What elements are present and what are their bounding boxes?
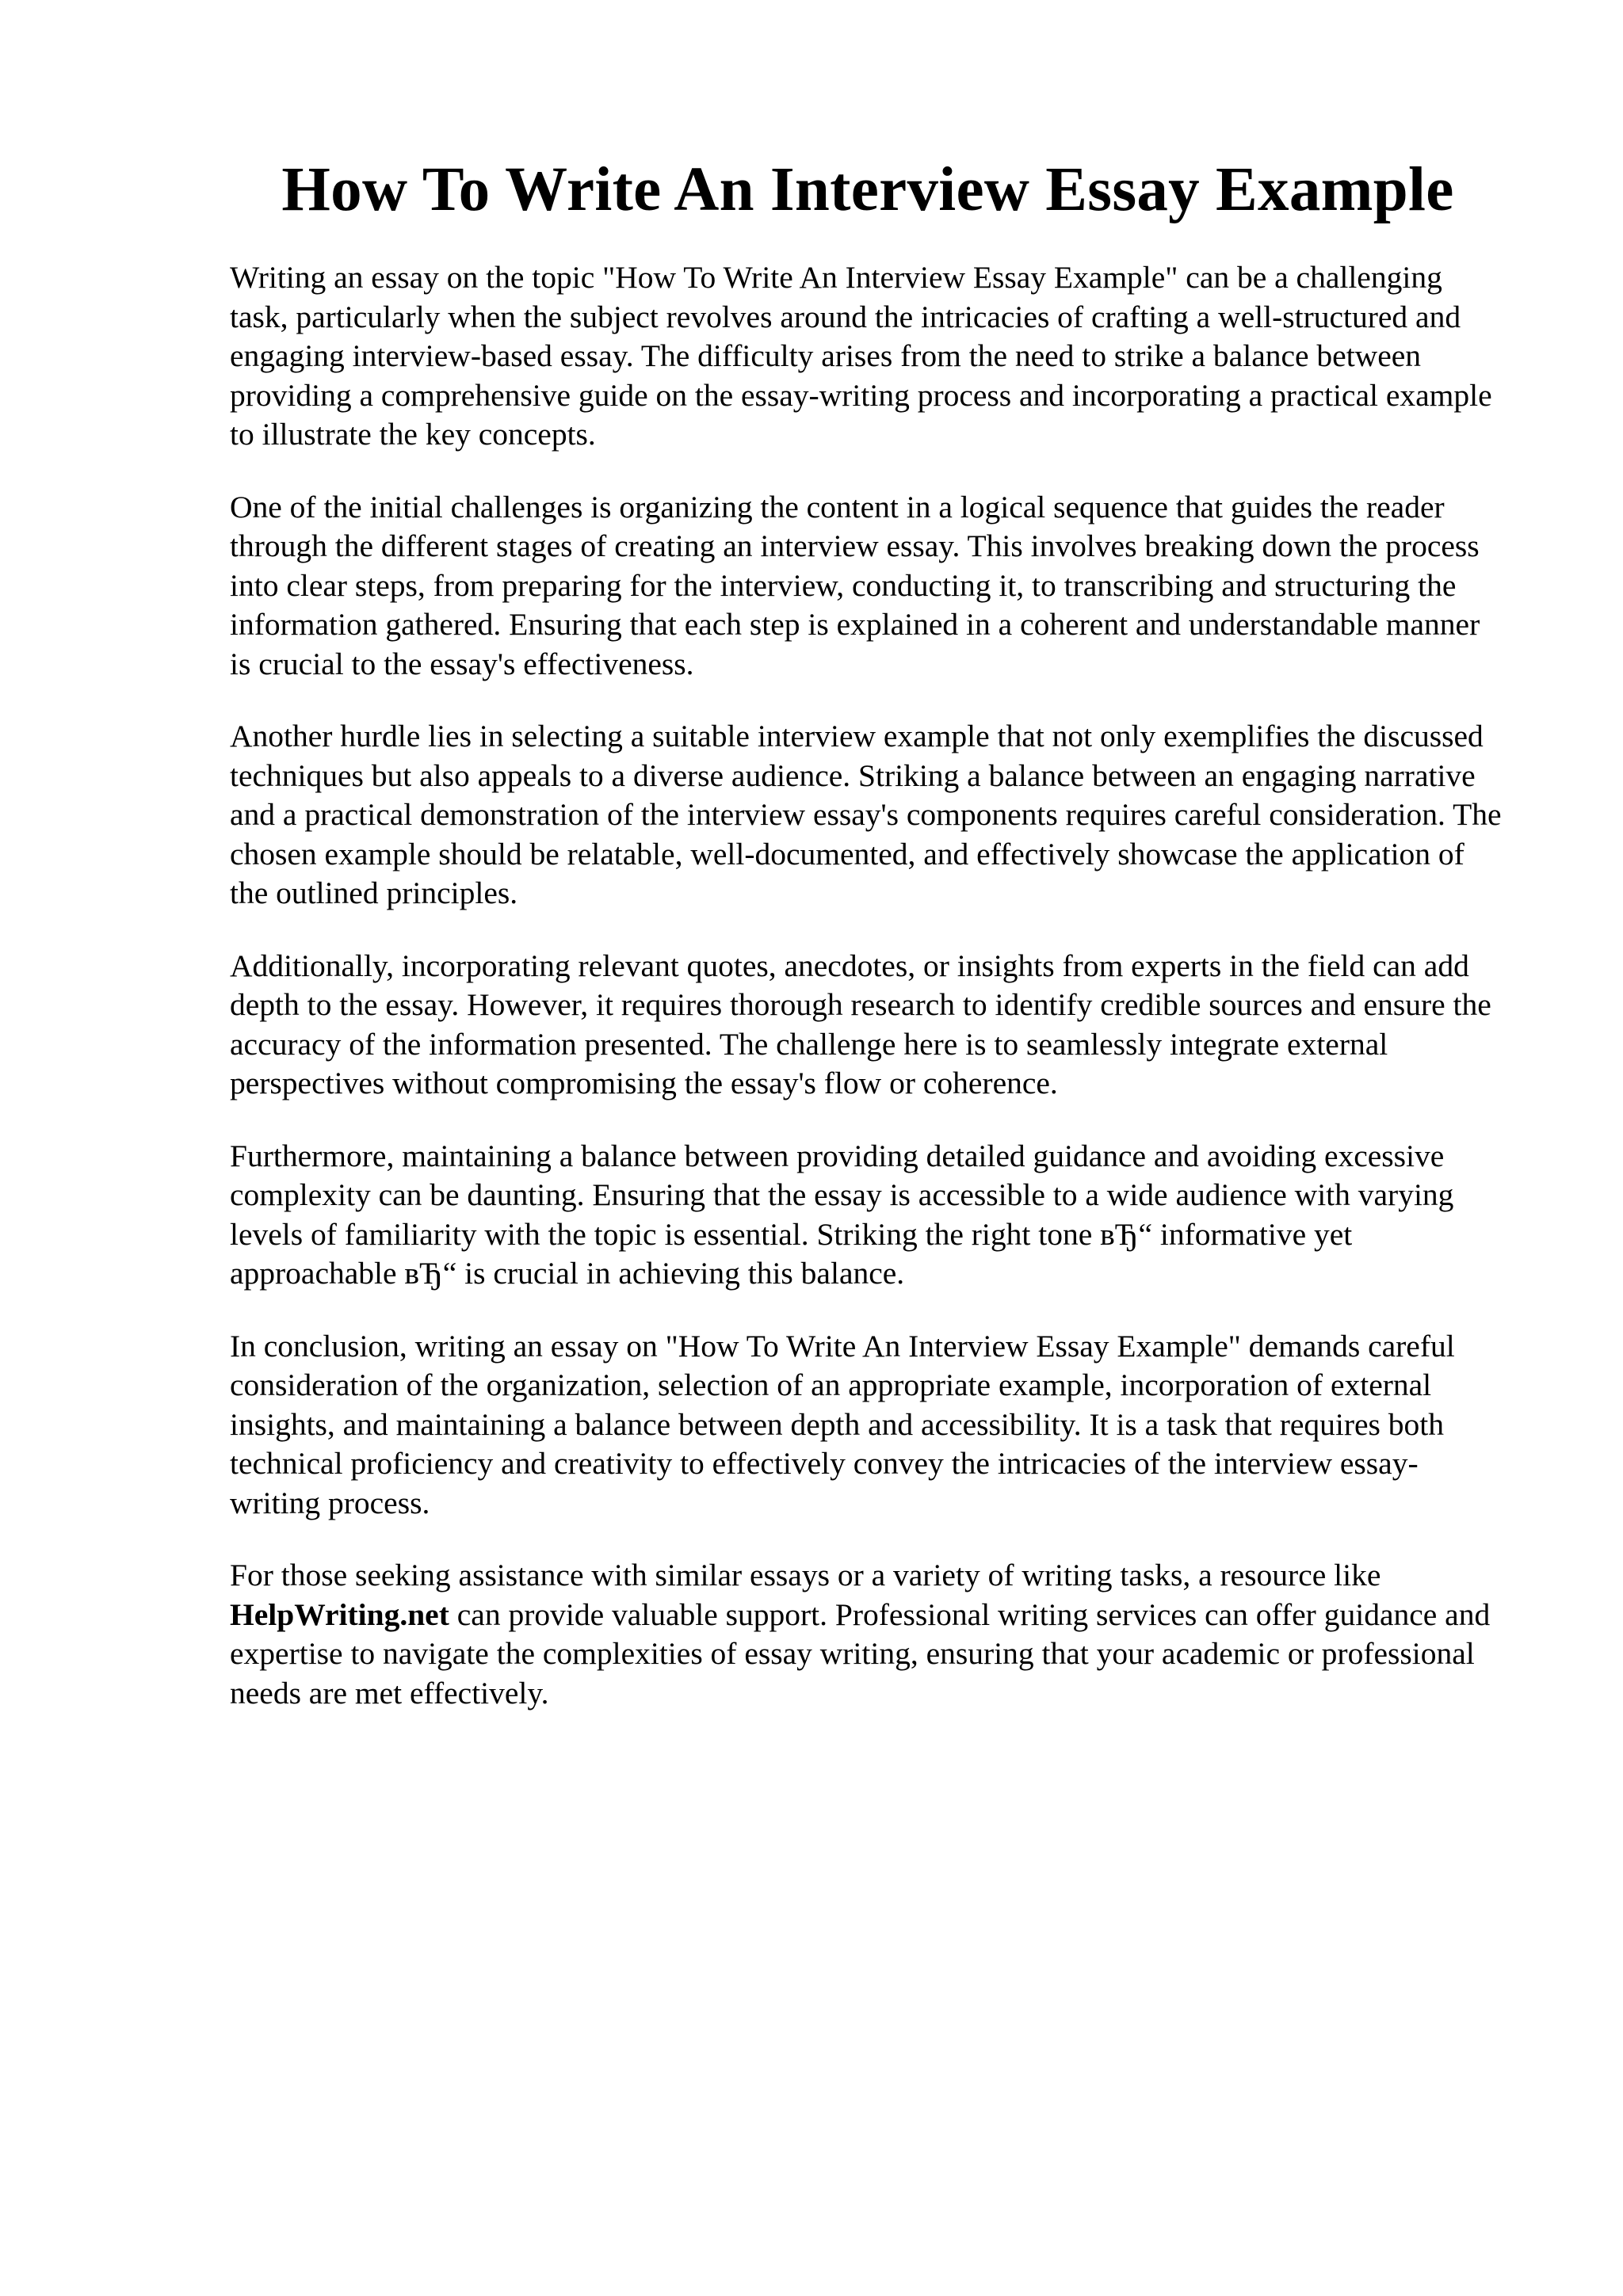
paragraph-1: Writing an essay on the topic "How To Write An Interview Essay Example" can be a challenging task, particularly when the subject revolves around the intricacies of crafting a well-structured and engaging interview-based essay. The difficulty arises from the need to strike a balance between providing a comprehensive guide on the essay-writing process and incorporating a practical example to illustrate the key concepts. xyxy=(230,260,1492,452)
helpwriting-link[interactable]: HelpWriting.net xyxy=(230,1596,449,1632)
paragraph-6: In conclusion, writing an essay on "How To Write An Interview Essay Example" demands careful consideration of the organization, selection of an appropriate example, incorporation of external insights, and maintaining a balance between depth and accessibility. It is a task that requires both technical proficiency and creativity to effectively convey the intricacies of the interview essay-writing process. xyxy=(230,1328,1455,1520)
closing-text-after: can provide valuable support. Professional writing services can offer guidance and expertise to navigate the complexities of essay writing, ensuring that your academic or professional needs are met effectively. xyxy=(230,1596,1491,1711)
paragraph-5: Furthermore, maintaining a balance between providing detailed guidance and avoiding excessive complexity can be daunting. Ensuring that the essay is accessible to a wide audience with varying levels of familiarity with the topic is essential. Striking the right tone вЂ“ informative yet approachable вЂ“ is crucial in achieving this balance. xyxy=(230,1138,1454,1291)
closing-paragraph xyxy=(230,1556,1506,1713)
page-title: How To Write An Interview Essay Example xyxy=(281,155,1454,224)
paragraph-4: Additionally, incorporating relevant quotes, anecdotes, or insights from experts in the field can add depth to the essay. However, it requires thorough research to identify credible sources and ensure the accuracy of the information presented. The challenge here is to seamlessly integrate external perspectives without compromising the essay's flow or coherence. xyxy=(230,948,1491,1100)
closing-text-before: For those seeking assistance with similar essays or a variety of writing tasks, a resource like xyxy=(230,1558,1381,1592)
paragraph-3: Another hurdle lies in selecting a suitable interview example that not only exemplifies the discussed techniques but also appeals to a diverse audience. Striking a balance between an engaging narrative and a practical demonstration of the interview essay's components requires careful consideration. The chosen example should be relatable, well-documented, and effectively showcase the application of the outlined principles. xyxy=(230,719,1502,910)
paragraph-2: One of the initial challenges is organizing the content in a logical sequence that guides the reader through the different stages of creating an interview essay. This involves breaking down the process into clear steps, from preparing for the interview, conducting it, to transcribing and structuring the information gathered. Ensuring that each step is explained in a coherent and understandable manner is crucial to the essay's effectiveness. xyxy=(230,489,1480,681)
essay-body xyxy=(230,258,1506,1746)
